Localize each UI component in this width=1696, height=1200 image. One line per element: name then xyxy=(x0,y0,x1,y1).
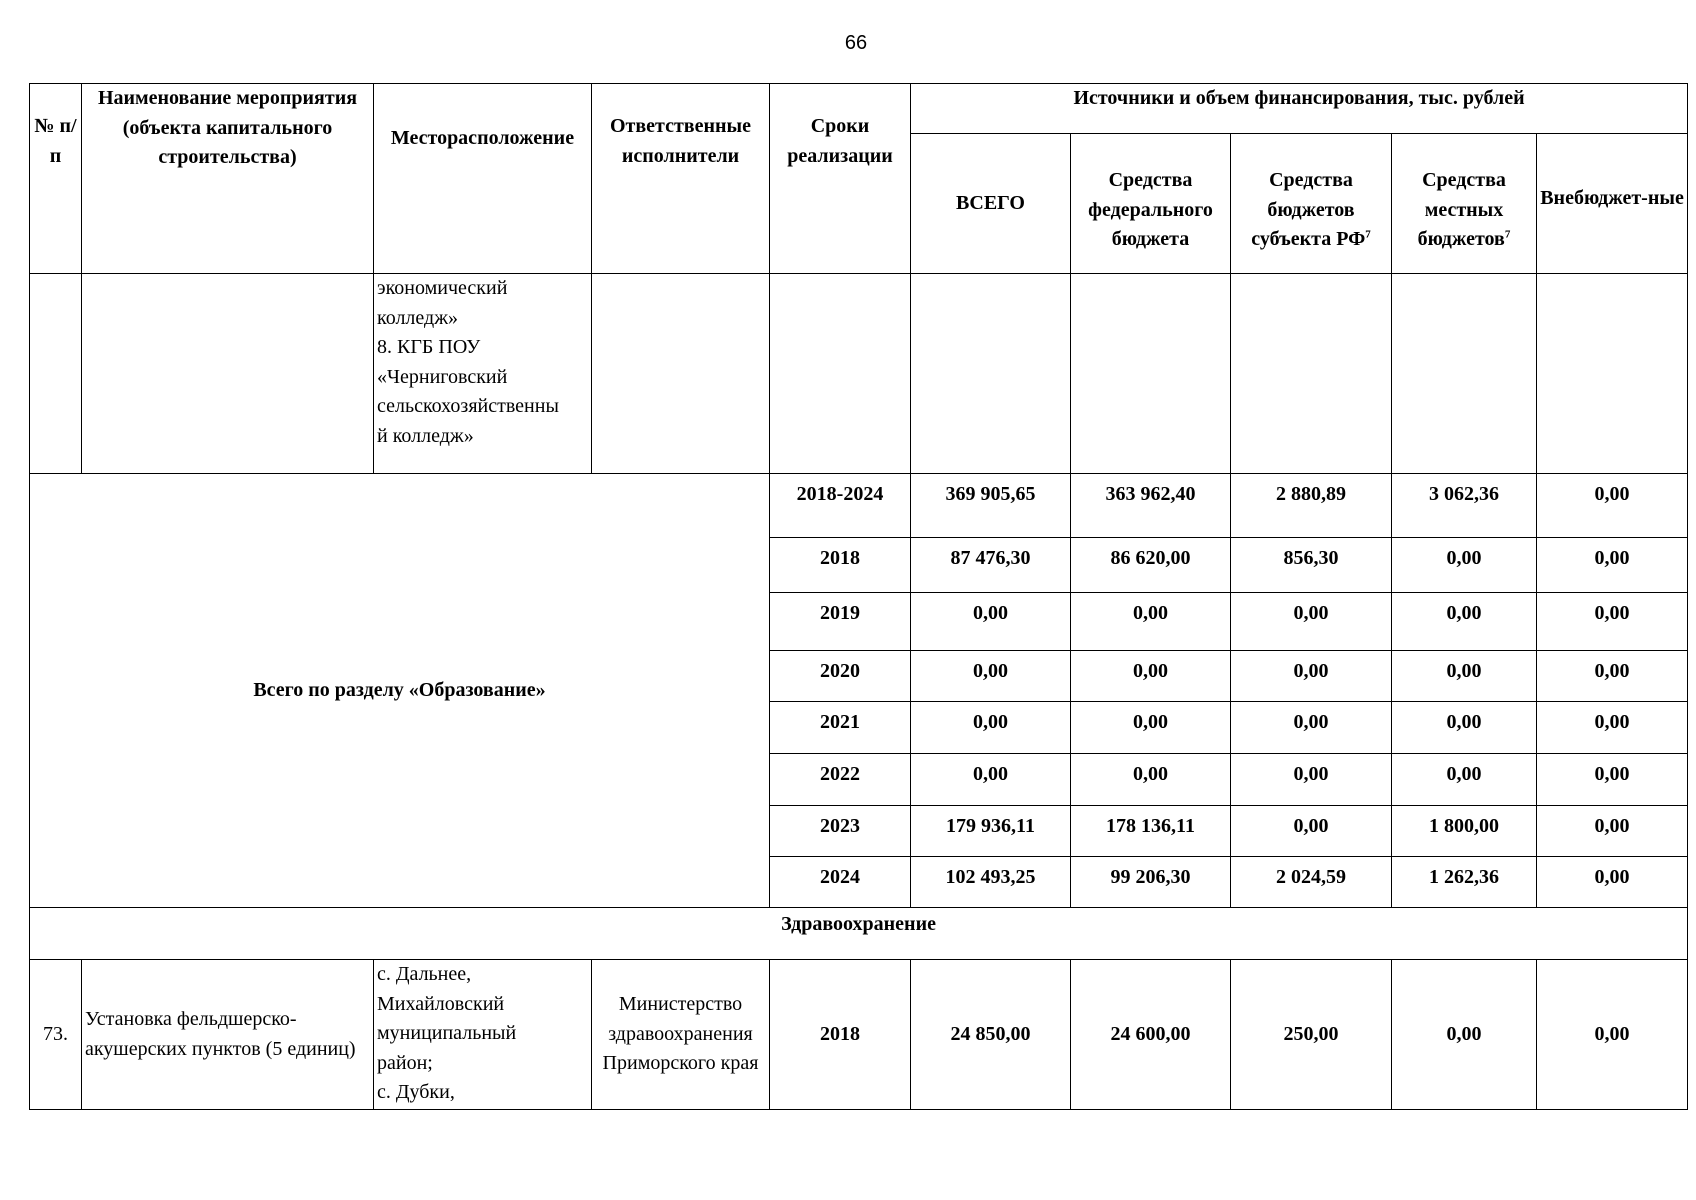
total-extra: 0,00 xyxy=(1537,806,1688,857)
total-local: 1 800,00 xyxy=(1392,806,1537,857)
total-sum: 0,00 xyxy=(911,754,1071,806)
header-responsible: Ответственные исполнители xyxy=(592,84,770,274)
total-extra: 0,00 xyxy=(1537,474,1688,538)
section-header-row xyxy=(30,908,1688,960)
item-number: 73. xyxy=(30,960,82,1110)
total-sum: 87 476,30 xyxy=(911,538,1071,593)
header-federal: Средства федерального бюджета xyxy=(1071,134,1231,274)
total-regional: 2 024,59 xyxy=(1231,857,1392,908)
item-regional: 250,00 xyxy=(1231,960,1392,1110)
item-extra: 0,00 xyxy=(1537,960,1688,1110)
total-sum: 0,00 xyxy=(911,593,1071,651)
total-period: 2018-2024 xyxy=(770,474,911,538)
header-total: ВСЕГО xyxy=(911,134,1071,274)
total-extra: 0,00 xyxy=(1537,754,1688,806)
item-row-73 xyxy=(30,960,1688,1110)
total-period: 2020 xyxy=(770,651,911,702)
total-period: 2024 xyxy=(770,857,911,908)
total-regional: 0,00 xyxy=(1231,593,1392,651)
header-regional: Средства бюджетов субъекта $РФ^7$ xyxy=(1231,134,1392,274)
total-local: 0,00 xyxy=(1392,593,1537,651)
total-federal: 0,00 xyxy=(1071,651,1231,702)
item-federal: 24 600,00 xyxy=(1071,960,1231,1110)
header-period: Сроки реализации xyxy=(770,84,911,274)
total-row xyxy=(30,474,1688,538)
total-local: 1 262,36 xyxy=(1392,857,1537,908)
item-total: 24 850,00 xyxy=(911,960,1071,1110)
total-local: 0,00 xyxy=(1392,754,1537,806)
continuation-location: экономический колледж» 8. КГБ ПОУ «Черниговский сельскохозяйственны й колледж» xyxy=(374,274,592,474)
total-sum: 0,00 xyxy=(911,651,1071,702)
total-regional: 0,00 xyxy=(1231,651,1392,702)
total-extra: 0,00 xyxy=(1537,593,1688,651)
total-local: 0,00 xyxy=(1392,538,1537,593)
funding-table xyxy=(29,83,1688,1110)
total-period: 2022 xyxy=(770,754,911,806)
continuation-row xyxy=(30,274,1688,474)
header-extra: Внебюджет-ные xyxy=(1537,134,1688,274)
total-sum: 369 905,65 xyxy=(911,474,1071,538)
header-location: Месторасположение xyxy=(374,84,592,274)
item-period: 2018 xyxy=(770,960,911,1110)
total-regional: 0,00 xyxy=(1231,702,1392,754)
total-extra: 0,00 xyxy=(1537,538,1688,593)
total-sum: 0,00 xyxy=(911,702,1071,754)
total-period: 2021 xyxy=(770,702,911,754)
item-location: с. Дальнее, Михайловский муниципальный район; с. Дубки, xyxy=(374,960,592,1110)
item-name: Установка фельдшерско-акушерских пунктов (5 единиц) xyxy=(82,960,374,1110)
header-name: Наименование мероприятия (объекта капитального строительства) xyxy=(82,84,374,274)
total-regional: 2 880,89 xyxy=(1231,474,1392,538)
total-extra: 0,00 xyxy=(1537,702,1688,754)
header-local: Средства местных бюджетов$^7$ xyxy=(1392,134,1537,274)
total-period: 2023 xyxy=(770,806,911,857)
total-extra: 0,00 xyxy=(1537,857,1688,908)
header-num: № п/п xyxy=(30,84,82,274)
item-responsible: Министерство здравоохранения Приморского края xyxy=(592,960,770,1110)
total-local: 0,00 xyxy=(1392,702,1537,754)
total-regional: 0,00 xyxy=(1231,754,1392,806)
header-row-1 xyxy=(30,84,1688,134)
total-extra: 0,00 xyxy=(1537,651,1688,702)
total-federal: 363 962,40 xyxy=(1071,474,1231,538)
total-local: 0,00 xyxy=(1392,651,1537,702)
total-period: 2019 xyxy=(770,593,911,651)
total-sum: 102 493,25 xyxy=(911,857,1071,908)
section-total-label: Всего по разделу «Образование» xyxy=(30,474,770,908)
section-title-health: Здравоохранение xyxy=(30,908,1688,960)
total-federal: 0,00 xyxy=(1071,593,1231,651)
total-regional: 856,30 xyxy=(1231,538,1392,593)
total-federal: 86 620,00 xyxy=(1071,538,1231,593)
total-federal: 99 206,30 xyxy=(1071,857,1231,908)
total-local: 3 062,36 xyxy=(1392,474,1537,538)
total-federal: 178 136,11 xyxy=(1071,806,1231,857)
total-regional: 0,00 xyxy=(1231,806,1392,857)
total-federal: 0,00 xyxy=(1071,702,1231,754)
total-federal: 0,00 xyxy=(1071,754,1231,806)
item-local: 0,00 xyxy=(1392,960,1537,1110)
page-number: 66 xyxy=(844,32,868,54)
total-sum: 179 936,11 xyxy=(911,806,1071,857)
total-period: 2018 xyxy=(770,538,911,593)
header-funding-group: Источники и объем финансирования, тыс. рублей xyxy=(911,84,1688,134)
